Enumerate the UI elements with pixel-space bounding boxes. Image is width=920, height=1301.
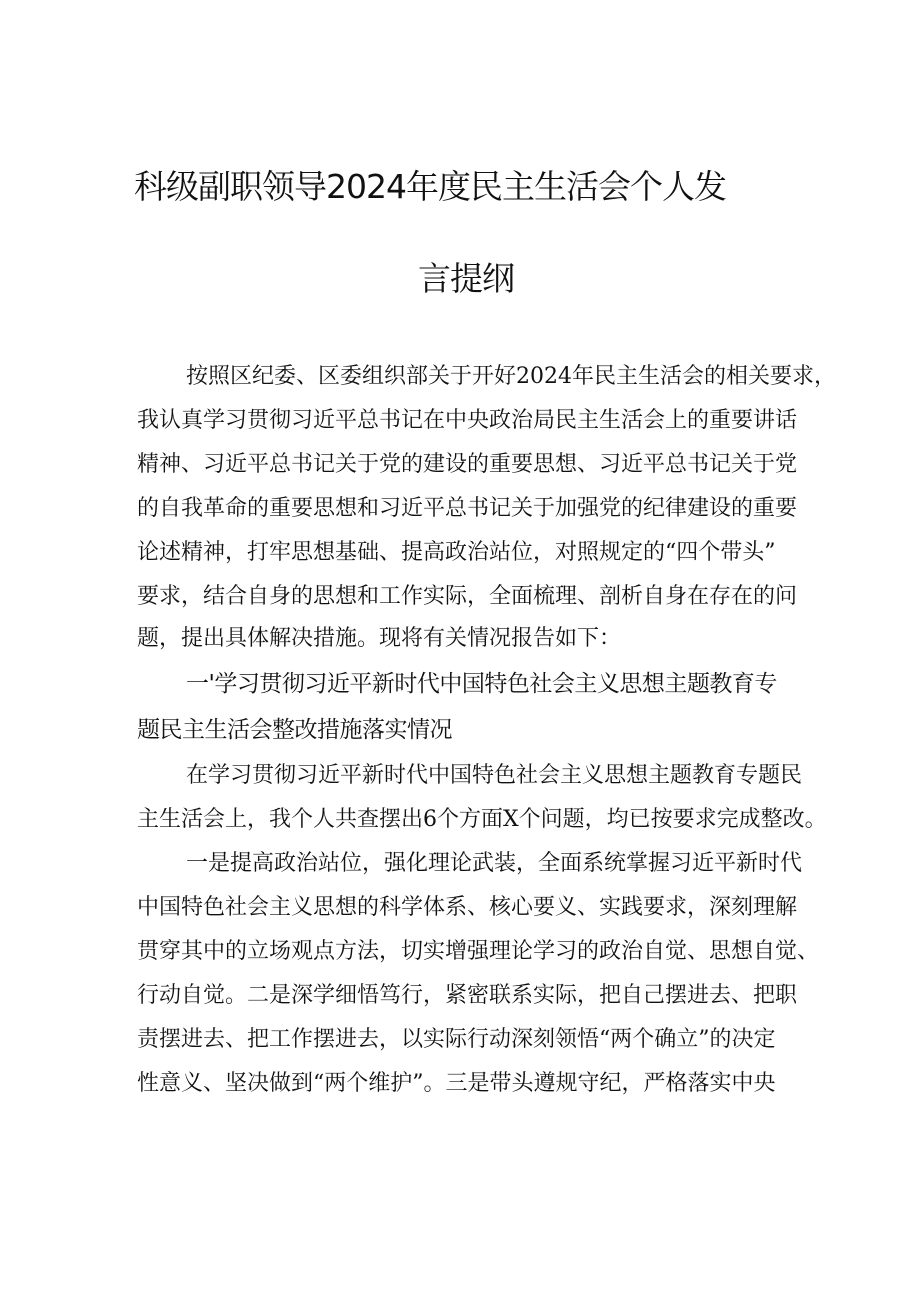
intro-line: 按照区纪委、区委组织部关于开好2024年民主生活会的相关要求， bbox=[186, 364, 836, 389]
section-heading-line: 题民主生活会整改措施落实情况 bbox=[137, 717, 452, 743]
intro-line: 论述精神，打牢思想基础、提高政治站位，对照规定的“四个带头” bbox=[137, 540, 776, 565]
paragraph-line: 性意义、坚决做到“两个维护”。三是带头遵规守纪，严格落实中央 bbox=[137, 1071, 776, 1096]
document-title-line-1: 科级副职领导2024年度民主生活会个人发 bbox=[134, 167, 726, 206]
document-title-line-2: 言提纲 bbox=[418, 259, 514, 298]
intro-line: 的自我革命的重要思想和习近平总书记关于加强党的纪律建设的重要 bbox=[137, 496, 798, 521]
intro-line: 我认真学习贯彻习近平总书记在中央政治局民主生活会上的重要讲话 bbox=[137, 408, 798, 433]
paragraph-line: 行动自觉。二是深学细悟笃行，紧密联系实际，把自己摆进去、把职 bbox=[137, 983, 798, 1008]
intro-line: 要求，结合自身的思想和工作实际，全面梳理、剖析自身在存在的问 bbox=[137, 584, 798, 609]
paragraph-line: 一是提高政治站位，强化理论武装，全面系统掌握习近平新时代 bbox=[186, 851, 803, 876]
paragraph-line: 中国特色社会主义思想的科学体系、核心要义、实践要求，深刻理解 bbox=[137, 895, 798, 920]
intro-line: 精神、习近平总书记关于党的建设的重要思想、习近平总书记关于党 bbox=[137, 452, 798, 477]
paragraph-line: 主生活会上，我个人共查摆出6个方面X个问题，均已按要求完成整改。 bbox=[137, 807, 827, 832]
paragraph-line: 责摆进去、把工作摆进去，以实际行动深刻领悟“两个确立”的决定 bbox=[137, 1027, 776, 1052]
section-heading-line: 一'学习贯彻习近平新时代中国特色社会主义思想主题教育专 bbox=[186, 671, 777, 697]
paragraph-line: 在学习贯彻习近平新时代中国特色社会主义思想主题教育专题民 bbox=[186, 763, 803, 788]
intro-line: 题，提出具体解决措施。现将有关情况报告如下： bbox=[137, 626, 622, 651]
paragraph-line: 贯穿其中的立场观点方法，切实增强理论学习的政治自觉、思想自觉、 bbox=[137, 939, 820, 964]
